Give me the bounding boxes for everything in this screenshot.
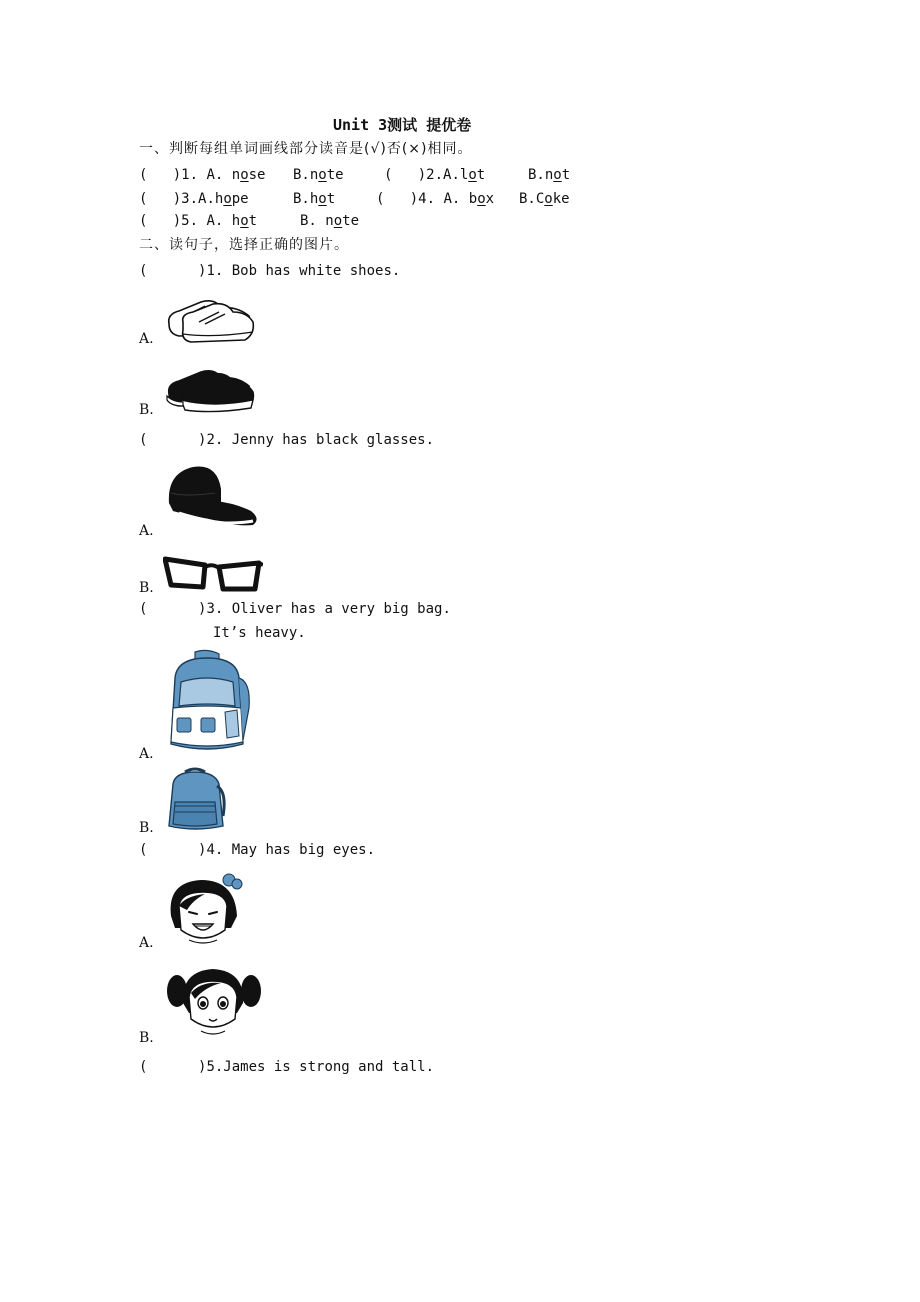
s1-q5: ( )5. A. hot bbox=[139, 213, 258, 229]
s1-q2: ( )2.A.lot bbox=[384, 167, 486, 183]
page-title: Unit 3测试 提优卷 bbox=[333, 116, 472, 134]
s2-q3: ( )3. Oliver has a very big bag. bbox=[139, 601, 451, 617]
s1-q4: ( )4. A. box bbox=[376, 191, 495, 207]
s2-q4-option-a: A. bbox=[139, 935, 154, 951]
big-backpack-image bbox=[163, 648, 253, 756]
black-shoes-image bbox=[163, 362, 255, 414]
s2-q1-option-b: B. bbox=[139, 402, 154, 418]
s1-q1-b: B.note bbox=[293, 167, 344, 183]
s2-q4-option-b: B. bbox=[139, 1030, 154, 1046]
s2-q2: ( )2. Jenny has black glasses. bbox=[139, 432, 435, 448]
girl-big-eyes-image bbox=[165, 963, 263, 1037]
s2-q1-option-a: A. bbox=[139, 331, 154, 347]
s1-q1: ( )1. A. nose bbox=[139, 167, 266, 183]
s2-q2-option-b: B. bbox=[139, 580, 154, 596]
s2-q2-option-a: A. bbox=[139, 523, 154, 539]
s2-q3-line2: It’s heavy. bbox=[213, 625, 306, 641]
girl-small-eyes-image bbox=[165, 870, 245, 946]
s1-q5-b: B. note bbox=[300, 213, 360, 229]
s1-q2-b: B.not bbox=[528, 167, 571, 183]
s2-q3-option-b: B. bbox=[139, 820, 154, 836]
section2-heading: 二、读句子，选择正确的图片。 bbox=[139, 237, 349, 253]
s1-q3-b: B.hot bbox=[293, 191, 336, 207]
section1-heading: 一、判断每组单词画线部分读音是(√)否(×)相同。 bbox=[139, 141, 473, 157]
white-shoes-image bbox=[163, 292, 255, 344]
s2-q5: ( )5.James is strong and tall. bbox=[139, 1059, 435, 1075]
s1-q4-b: B.Coke bbox=[519, 191, 570, 207]
black-cap-image bbox=[165, 463, 261, 533]
s2-q1: ( )1. Bob has white shoes. bbox=[139, 263, 401, 279]
s1-q3: ( )3.A.hope bbox=[139, 191, 249, 207]
small-backpack-image bbox=[165, 766, 227, 832]
s2-q4: ( )4. May has big eyes. bbox=[139, 842, 376, 858]
s2-q3-option-a: A. bbox=[139, 746, 154, 762]
black-glasses-image bbox=[163, 553, 263, 593]
